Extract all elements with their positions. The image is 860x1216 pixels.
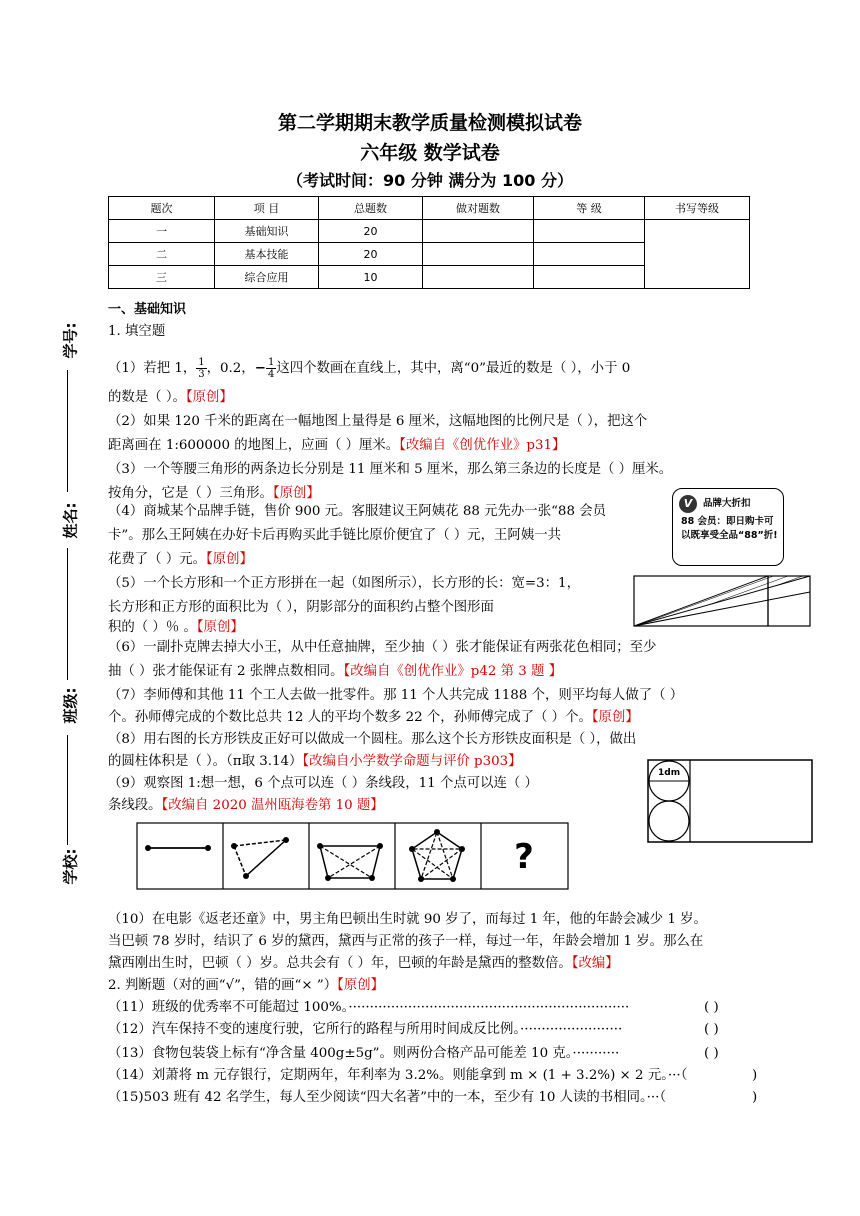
table-cell: 基础知识 [215,220,319,243]
side-label-name: 姓名: [61,502,80,539]
fraction-denominator: 3 [198,369,205,380]
judgement-line: （12）汽车保持不变的速度行驶，它所行的路程与所用时间成反比例。························ [108,1022,623,1037]
text: 2. 判断题（对的画“√”，错的画“× ”） [108,978,338,993]
table-header: 书写等级 [645,197,750,220]
question-line [108,706,639,730]
question-title: 1. 填空题 [108,324,166,339]
exam-title: 第二学期期末教学质量检测模拟试卷 [277,112,582,134]
dimension-label: 1dm [658,768,681,778]
answer-paren[interactable]: ( ) [704,1046,719,1061]
text: 条线段。 [108,798,162,813]
fraction-numerator: 1 [198,357,205,368]
table-cell [423,243,534,266]
five-points-diagram [409,829,465,882]
judgement-line: （11）班级的优秀率不可能超过 100%。·································································· [108,1000,630,1015]
text: （1）若把 1， [108,361,197,376]
table-header: 项 目 [215,197,319,220]
source-tag: 【原创】 [185,390,233,405]
question-line: （7）李师傅和其他 11 个工人去做一批零件。那 11 个人共完成 1188 个，则平均每人做了（ ） [108,688,684,703]
source-tag: 【原创】 [196,620,244,635]
side-line [67,735,68,845]
question-title [108,974,384,998]
table-row [109,220,750,243]
shaded-region [634,576,810,626]
table-cell [645,220,750,289]
table-cell [534,266,645,289]
text: 这四个数画在直线上，其中，离“0”最近的数是（ ），小于 0 [276,361,631,376]
v-badge-icon: V [679,495,697,513]
section-heading: 一、基础知识 [108,302,187,317]
exam-info: （考试时间：90 分钟 满分为 100 分） [287,171,573,190]
question-line: （3）一个等腰三角形的两条边长分别是 11 厘米和 5 厘米，那么第三条边的长度是（ ）厘米。 [108,462,673,477]
two-points-diagram [145,845,211,851]
table-cell: 一 [109,220,215,243]
table-cell: 20 [319,220,423,243]
side-label-student-id: 学号: [61,322,80,359]
promo-card [672,488,784,566]
table-cell: 综合应用 [215,266,319,289]
rect-square-figure [632,574,812,630]
judgement-line: （13）食物包装袋上标有“净含量 400g±5g”。则两份合格产品可能差 10 克。··········· [108,1046,620,1061]
table-cell: 10 [319,266,423,289]
question-line: 当巴顿 78 岁时，结识了 6 岁的黛西，黛西与正常的孩子一样，每过一年，年龄会增加 1 岁。那么在 [108,934,704,949]
side-label-school: 学校: [61,848,80,885]
source-tag: 【改编自小学数学命题与评价 p303】 [302,754,522,769]
table-header: 总题数 [319,197,423,220]
question-line: 卡”。那么王阿姨在办好卡后再购买此手链比原价便宜了（ ）元，王阿姨一共 [108,528,561,543]
answer-paren-close[interactable]: ) [752,1090,758,1105]
fraction [196,357,206,380]
text: 个。孙师傅完成的个数比总共 12 人的平均个数多 22 个，孙师傅完成了（ ）个。 [108,710,592,725]
table-cell [423,266,534,289]
side-line [67,370,68,492]
source-tag: 【原创】 [591,710,639,725]
fraction-denominator: 4 [267,369,275,380]
source-tag: 【原创】 [337,978,384,993]
text: 黛西刚出生时，巴顿（ ）岁。总共会有（ ）年，巴顿的年龄是黛西的整数倍。 [108,956,572,971]
cylinder-sheet-figure [646,758,814,844]
question-line: （10）在电影《返老还童》中，男主角巴顿出生时就 90 岁了，而每过 1 年，他的年龄会减少 1 岁。 [108,912,707,927]
question-line [108,660,562,684]
text: 花费了（ ）元。 [108,552,206,567]
exam-subtitle: 六年级 数学试卷 [360,142,500,164]
question-line: （5）一个长方形和一个正方形拼在一起（如图所示），长方形的长：宽=3：1， [108,576,580,591]
side-label-class: 班级: [61,687,80,724]
question-line: （4）商城某个品牌手链，售价 900 元。客服建议王阿姨花 88 元先办一张“88 会员 [108,504,607,519]
source-tag: 【改编自 2020 温州瓯海卷第 10 题】 [161,798,384,813]
judgement-line: （15)503 班有 42 名学生，每人至少阅读“四大名著”中的一本，至少有 10 人读的书相同。···（ [108,1090,667,1105]
fraction [266,357,276,380]
four-points-diagram [317,843,383,881]
table-cell: 二 [109,243,215,266]
table-cell: 20 [319,243,423,266]
table-header: 等 级 [534,197,645,220]
question-line [108,356,630,381]
question-line: 长方形和正方形的面积比为（ ），阴影部分的面积约占整个图形面 [108,600,494,615]
text: 的圆柱体积是（ ）。（π取 3.14） [108,754,303,769]
source-tag: 【原创】 [206,552,253,567]
text: 积的（ ）％ 。 [108,620,197,635]
text: 抽（ ）张才能保证有 2 张牌点数相同。 [108,664,344,679]
table-cell [534,220,645,243]
promo-head: 品牌大折扣 [703,498,751,509]
circle-shape [649,801,689,841]
source-tag: 【改编】 [571,956,619,971]
score-table [108,196,750,289]
question-line [108,434,565,458]
source-tag: 【改编自《创优作业》p42 第 3 题 】 [343,664,563,679]
table-cell: 三 [109,266,215,289]
question-mark-icon: ? [514,837,534,877]
table-header: 题次 [109,197,215,220]
text: 的数是（ ）。 [108,390,186,405]
three-points-diagram [231,837,289,879]
question-line: （9）观察图 1:想一想，6 个点可以连（ ）条线段，11 个点可以连（ ） [108,776,538,791]
answer-paren[interactable]: ( ) [704,1000,719,1015]
table-cell [423,220,534,243]
fraction-numerator: 1 [267,357,275,368]
question-line [108,548,253,572]
question-line [108,952,619,976]
source-tag: 【改编自《创优作业》p31】 [399,438,566,453]
table-header-row [109,197,750,220]
table-header: 做对题数 [423,197,534,220]
question-line [108,750,522,774]
point-connection-figure [136,822,569,890]
table-cell: 基本技能 [215,243,319,266]
text: 按角分，它是（ ）三角形。 [108,486,273,501]
table-cell [534,243,645,266]
side-line [67,548,68,680]
source-tag: 【原创】 [272,486,320,501]
text: ，0.2， [206,361,255,376]
question-line [108,386,233,410]
answer-paren-close[interactable]: ) [752,1068,758,1083]
promo-body: 88 会员：即日购卡可以既享受全品“88”折! [681,516,778,541]
question-line [108,794,384,818]
question-line: （6）一副扑克牌去掉大小王，从中任意抽牌，至少抽（ ）张才能保证有两张花色相同；至少 [108,640,657,655]
answer-paren[interactable]: ( ) [704,1022,719,1037]
text: 距离画在 1:600000 的地图上，应画（ ）厘米。 [108,438,400,453]
question-line: （8）用右图的长方形铁皮正好可以做成一个圆柱。那么这个长方形铁皮面积是（ ），做出 [108,732,637,747]
judgement-line: （14）刘萧将 m 元存银行，定期两年，年利率为 3.2%。则能拿到 m × (1 + 3.2%) × 2 元。···（ [108,1068,688,1083]
question-line: （2）如果 120 千米的距离在一幅地图上量得是 6 厘米，这幅地图的比例尺是（ ），把这个 [108,414,648,429]
minus-sign: − [254,360,266,376]
